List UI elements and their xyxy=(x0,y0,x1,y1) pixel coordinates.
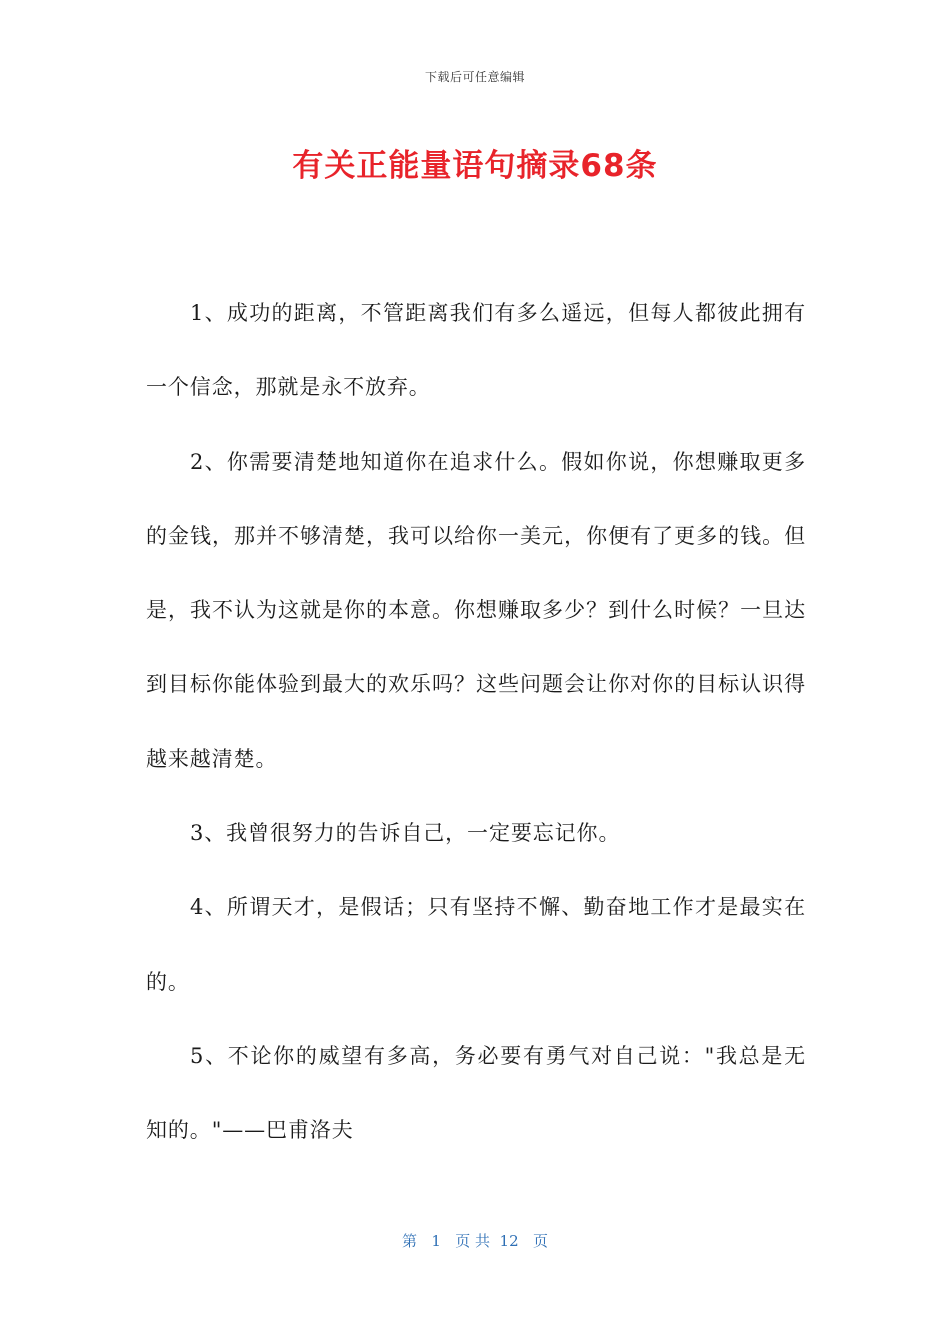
paragraph-1: 1、成功的距离，不管距离我们有多么遥远，但每人都彼此拥有一个信念，那就是永不放弃。 xyxy=(146,301,806,400)
document-body xyxy=(146,276,806,1168)
paragraph-5: 5、不论你的威望有多高，务必要有勇气对自己说："我总是无知的。"——巴甫洛夫 xyxy=(146,1043,806,1143)
footer-label-end: 页 xyxy=(532,1232,548,1250)
footer-total-pages: 12 xyxy=(499,1232,519,1250)
footer-label-total: 页 共 xyxy=(455,1232,490,1250)
footer-current-page: 1 xyxy=(431,1232,441,1250)
page-footer xyxy=(0,1230,950,1251)
paragraph-3: 3、我曾很努力的告诉自己，一定要忘记你。 xyxy=(190,821,621,846)
header-note: 下载后可任意编辑 xyxy=(424,70,525,84)
footer-label-page: 第 xyxy=(402,1232,418,1250)
paragraph-4: 4、所谓天才，是假话；只有坚持不懈、勤奋地工作才是最实在的。 xyxy=(146,895,806,994)
paragraph-2: 2、你需要清楚地知道你在追求什么。假如你说，你想赚取更多的金钱，那并不够清楚，我可以给你一美元，你便有了更多的钱。但是，我不认为这就是你的本意。你想赚取多少？到什么时候？一旦达到目标你能体验到最大的欢乐吗？这些问题会让你对你的目标认识得越来越清楚。 xyxy=(146,449,806,771)
document-title: 有关正能量语句摘录68条 xyxy=(292,148,658,184)
